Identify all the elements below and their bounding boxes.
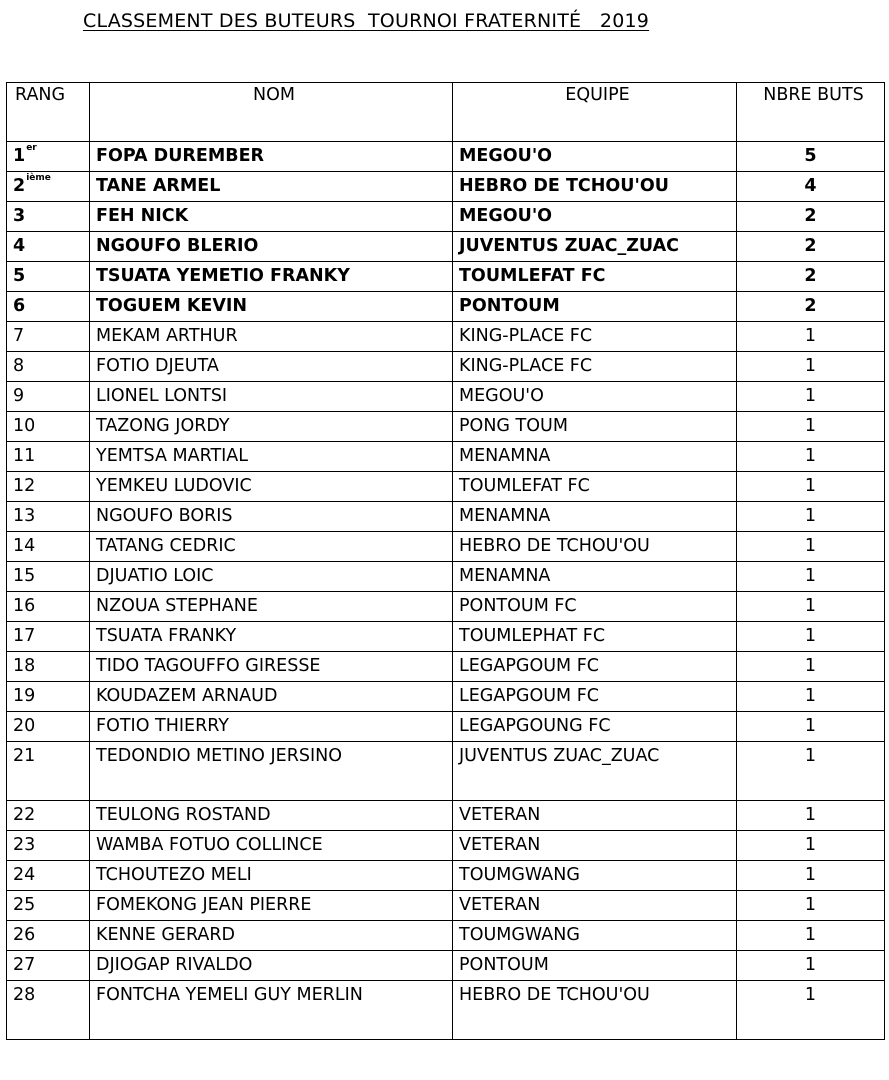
- table-row: [7, 142, 885, 172]
- cell-rank: [7, 352, 90, 382]
- cell-goals: [737, 382, 885, 412]
- cell-rank-text: 19: [13, 686, 36, 706]
- cell-name: [90, 622, 453, 652]
- cell-name-text: DJUATIO LOIC: [96, 566, 214, 586]
- cell-rank: [7, 202, 90, 232]
- cell-goals-text: 4: [804, 176, 817, 196]
- cell-rank-text: 28: [13, 985, 36, 1005]
- cell-goals-text: 1: [804, 446, 817, 466]
- cell-team-text: HEBRO DE TCHOU'OU: [459, 536, 650, 556]
- cell-team: [453, 652, 737, 682]
- cell-team: [453, 622, 737, 652]
- cell-team-text: MEGOU'O: [459, 206, 553, 226]
- cell-name-text: NZOUA STEPHANE: [96, 596, 258, 616]
- table-row: [7, 831, 885, 861]
- cell-goals: [737, 951, 885, 981]
- cell-goals-text: 2: [804, 266, 817, 286]
- cell-team-text: KING-PLACE FC: [459, 356, 593, 376]
- cell-name-text: MEKAM ARTHUR: [96, 326, 238, 346]
- cell-team: [453, 382, 737, 412]
- cell-goals: [737, 532, 885, 562]
- cell-team: [453, 292, 737, 322]
- cell-rank: [7, 442, 90, 472]
- cell-goals-text: 1: [804, 656, 817, 676]
- cell-team: [453, 562, 737, 592]
- cell-team-text: PONTOUM FC: [459, 596, 577, 616]
- cell-team: [453, 891, 737, 921]
- cell-rank-text: 20: [13, 716, 36, 736]
- cell-name: [90, 202, 453, 232]
- table-row: [7, 232, 885, 262]
- cell-rank-text: 17: [13, 626, 36, 646]
- cell-name: [90, 652, 453, 682]
- table-row: [7, 502, 885, 532]
- table-row: [7, 532, 885, 562]
- cell-team-text: VETERAN: [459, 805, 541, 825]
- cell-team: [453, 502, 737, 532]
- rank-suffix: ième: [26, 173, 51, 183]
- cell-name-text: YEMKEU LUDOVIC: [96, 476, 252, 496]
- cell-goals-text: 1: [804, 865, 817, 885]
- cell-rank-text: 8: [13, 356, 25, 376]
- cell-goals-text: 1: [804, 476, 817, 496]
- cell-goals: [737, 562, 885, 592]
- cell-rank-text: 7: [13, 326, 25, 346]
- cell-rank-text: 9: [13, 386, 25, 406]
- cell-goals: [737, 292, 885, 322]
- cell-goals: [737, 712, 885, 742]
- cell-team-text: LEGAPGOUNG FC: [459, 716, 611, 736]
- cell-team: [453, 712, 737, 742]
- cell-rank: [7, 951, 90, 981]
- cell-team-text: MENAMNA: [459, 446, 551, 466]
- cell-rank: [7, 861, 90, 891]
- table-row: [7, 562, 885, 592]
- cell-team: [453, 682, 737, 712]
- cell-rank: [7, 232, 90, 262]
- cell-name-text: LIONEL LONTSI: [96, 386, 228, 406]
- cell-team-text: MENAMNA: [459, 506, 551, 526]
- cell-team-text: MEGOU'O: [459, 146, 553, 166]
- cell-goals: [737, 442, 885, 472]
- cell-team-text: TOUMLEFAT FC: [459, 266, 606, 286]
- cell-name: [90, 352, 453, 382]
- table-row: [7, 592, 885, 622]
- cell-rank-text: 15: [13, 566, 36, 586]
- cell-rank-text: 1: [13, 146, 26, 166]
- cell-team: [453, 592, 737, 622]
- cell-rank-text: 11: [13, 446, 36, 466]
- cell-name-text: TSUATA FRANKY: [96, 626, 237, 646]
- cell-rank: [7, 742, 90, 801]
- cell-rank: [7, 502, 90, 532]
- cell-team: [453, 412, 737, 442]
- cell-rank-text: 12: [13, 476, 36, 496]
- cell-name: [90, 891, 453, 921]
- cell-team: [453, 801, 737, 831]
- cell-goals: [737, 652, 885, 682]
- cell-rank: [7, 652, 90, 682]
- cell-name-text: TATANG CEDRIC: [96, 536, 236, 556]
- cell-goals: [737, 322, 885, 352]
- cell-team-text: TOUMLEFAT FC: [459, 476, 590, 496]
- cell-team: [453, 442, 737, 472]
- cell-name-text: WAMBA FOTUO COLLINCE: [96, 835, 323, 855]
- cell-rank-text: 3: [13, 206, 26, 226]
- cell-goals: [737, 682, 885, 712]
- cell-team: [453, 262, 737, 292]
- cell-goals-text: 1: [804, 506, 817, 526]
- cell-goals-text: 1: [804, 416, 817, 436]
- cell-name-text: KENNE GERARD: [96, 925, 236, 945]
- cell-goals: [737, 891, 885, 921]
- cell-rank: [7, 412, 90, 442]
- cell-team-text: PONTOUM: [459, 296, 560, 316]
- table-row: [7, 202, 885, 232]
- cell-name: [90, 861, 453, 891]
- cell-name: [90, 831, 453, 861]
- cell-name: [90, 682, 453, 712]
- cell-goals: [737, 502, 885, 532]
- cell-name-text: TIDO TAGOUFFO GIRESSE: [96, 656, 321, 676]
- cell-name-text: FOTIO DJEUTA: [96, 356, 219, 376]
- cell-name: [90, 562, 453, 592]
- cell-team: [453, 472, 737, 502]
- cell-goals: [737, 262, 885, 292]
- cell-team-text: TOUMGWANG: [459, 865, 580, 885]
- cell-rank-text: 27: [13, 955, 36, 975]
- cell-rank-text: 24: [13, 865, 36, 885]
- cell-name: [90, 412, 453, 442]
- cell-name-text: TCHOUTEZO MELI: [96, 865, 252, 885]
- cell-goals: [737, 742, 885, 801]
- cell-name-text: NGOUFO BORIS: [96, 506, 233, 526]
- cell-name: [90, 532, 453, 562]
- cell-name: [90, 322, 453, 352]
- cell-team-text: PONG TOUM: [459, 416, 568, 436]
- cell-rank-text: 13: [13, 506, 36, 526]
- cell-name: [90, 172, 453, 202]
- cell-name: [90, 232, 453, 262]
- cell-rank: [7, 921, 90, 951]
- table-row: [7, 861, 885, 891]
- cell-goals-text: 1: [804, 326, 817, 346]
- cell-goals: [737, 472, 885, 502]
- table-row: [7, 981, 885, 1040]
- cell-team: [453, 831, 737, 861]
- cell-rank: [7, 712, 90, 742]
- table-row: [7, 442, 885, 472]
- cell-name: [90, 382, 453, 412]
- cell-team: [453, 322, 737, 352]
- cell-rank: [7, 891, 90, 921]
- cell-goals-text: 2: [804, 296, 817, 316]
- cell-goals: [737, 921, 885, 951]
- cell-goals-text: 2: [804, 206, 817, 226]
- cell-team-text: HEBRO DE TCHOU'OU: [459, 176, 669, 196]
- cell-name: [90, 502, 453, 532]
- cell-team-text: KING-PLACE FC: [459, 326, 593, 346]
- cell-name: [90, 951, 453, 981]
- cell-rank: [7, 562, 90, 592]
- cell-rank: [7, 831, 90, 861]
- cell-goals: [737, 861, 885, 891]
- header-rank: RANG: [7, 83, 90, 142]
- cell-team-text: VETERAN: [459, 835, 541, 855]
- cell-team-text: TOUMGWANG: [459, 925, 580, 945]
- cell-team: [453, 352, 737, 382]
- cell-goals: [737, 981, 885, 1040]
- cell-goals: [737, 142, 885, 172]
- cell-name-text: FONTCHA YEMELI GUY MERLIN: [96, 985, 363, 1005]
- cell-name-text: TEDONDIO METINO JERSINO: [96, 746, 343, 766]
- cell-rank-text: 18: [13, 656, 36, 676]
- cell-team: [453, 921, 737, 951]
- cell-rank-text: 21: [13, 746, 36, 766]
- cell-name: [90, 442, 453, 472]
- cell-goals-text: 1: [804, 386, 817, 406]
- cell-goals: [737, 831, 885, 861]
- cell-team: [453, 172, 737, 202]
- cell-goals: [737, 622, 885, 652]
- cell-team-text: JUVENTUS ZUAC_ZUAC: [459, 236, 679, 256]
- cell-rank: [7, 382, 90, 412]
- cell-team-text: PONTOUM: [459, 955, 549, 975]
- cell-goals: [737, 412, 885, 442]
- table-row: [7, 712, 885, 742]
- page-title: CLASSEMENT DES BUTEURS TOURNOI FRATERNITÉ 2019: [83, 10, 650, 32]
- cell-rank: [7, 172, 90, 202]
- cell-name-text: TOGUEM KEVIN: [96, 296, 248, 316]
- cell-goals-text: 1: [804, 686, 817, 706]
- cell-team: [453, 202, 737, 232]
- cell-name-text: TAZONG JORDY: [96, 416, 230, 436]
- cell-team: [453, 981, 737, 1040]
- cell-name-text: FOTIO THIERRY: [96, 716, 229, 736]
- cell-team: [453, 951, 737, 981]
- table-row: [7, 472, 885, 502]
- cell-name-text: NGOUFO BLERIO: [96, 236, 259, 256]
- cell-goals-text: 1: [804, 746, 817, 766]
- cell-goals-text: 1: [804, 626, 817, 646]
- cell-rank-text: 10: [13, 416, 36, 436]
- cell-goals: [737, 232, 885, 262]
- cell-team-text: HEBRO DE TCHOU'OU: [459, 985, 650, 1005]
- cell-goals-text: 5: [804, 146, 817, 166]
- cell-name-text: TANE ARMEL: [96, 176, 221, 196]
- cell-name-text: YEMTSA MARTIAL: [96, 446, 249, 466]
- cell-rank: [7, 682, 90, 712]
- cell-goals-text: 1: [804, 356, 817, 376]
- table-body: [7, 142, 885, 1040]
- table-row: [7, 921, 885, 951]
- cell-name-text: FOMEKONG JEAN PIERRE: [96, 895, 312, 915]
- cell-goals-text: 1: [804, 835, 817, 855]
- cell-name-text: FOPA DUREMBER: [96, 146, 265, 166]
- cell-rank: [7, 292, 90, 322]
- cell-goals-text: 1: [804, 955, 817, 975]
- cell-team-text: MEGOU'O: [459, 386, 544, 406]
- cell-goals-text: 1: [804, 596, 817, 616]
- cell-goals-text: 1: [804, 566, 817, 586]
- cell-goals: [737, 172, 885, 202]
- cell-rank: [7, 322, 90, 352]
- cell-name-text: FEH NICK: [96, 206, 189, 226]
- cell-name: [90, 292, 453, 322]
- scorers-table: [6, 82, 885, 1040]
- cell-team-text: JUVENTUS ZUAC_ZUAC: [459, 746, 660, 766]
- cell-goals-text: 1: [804, 985, 817, 1005]
- table-row: [7, 382, 885, 412]
- cell-rank-text: 14: [13, 536, 36, 556]
- cell-name-text: TSUATA YEMETIO FRANKY: [96, 266, 350, 286]
- cell-name: [90, 921, 453, 951]
- cell-name: [90, 592, 453, 622]
- cell-rank: [7, 532, 90, 562]
- table-row: [7, 951, 885, 981]
- cell-rank-text: 23: [13, 835, 36, 855]
- cell-team-text: MENAMNA: [459, 566, 551, 586]
- table-row: [7, 412, 885, 442]
- cell-team-text: TOUMLEPHAT FC: [459, 626, 606, 646]
- table-row: [7, 652, 885, 682]
- cell-team: [453, 742, 737, 801]
- cell-rank: [7, 472, 90, 502]
- cell-team: [453, 532, 737, 562]
- cell-rank-text: 4: [13, 236, 26, 256]
- cell-rank: [7, 262, 90, 292]
- cell-rank-text: 5: [13, 266, 26, 286]
- table-row: [7, 322, 885, 352]
- cell-team: [453, 861, 737, 891]
- cell-goals: [737, 202, 885, 232]
- cell-goals-text: 1: [804, 716, 817, 736]
- cell-goals-text: 1: [804, 536, 817, 556]
- cell-name-text: TEULONG ROSTAND: [96, 805, 271, 825]
- cell-rank-text: 22: [13, 805, 36, 825]
- header-team: EQUIPE: [453, 83, 737, 142]
- cell-name: [90, 801, 453, 831]
- cell-name: [90, 742, 453, 801]
- cell-team: [453, 232, 737, 262]
- rank-suffix: er: [26, 143, 37, 153]
- cell-rank-text: 2: [13, 176, 26, 196]
- table-row: [7, 172, 885, 202]
- cell-rank: [7, 142, 90, 172]
- cell-name: [90, 142, 453, 172]
- table-row: [7, 622, 885, 652]
- table-row: [7, 682, 885, 712]
- cell-rank-text: 6: [13, 296, 26, 316]
- cell-rank: [7, 801, 90, 831]
- cell-rank: [7, 622, 90, 652]
- table-row: [7, 742, 885, 801]
- cell-name-text: DJIOGAP RIVALDO: [96, 955, 253, 975]
- table-row: [7, 801, 885, 831]
- cell-name: [90, 472, 453, 502]
- cell-team: [453, 142, 737, 172]
- table-row: [7, 352, 885, 382]
- cell-rank: [7, 981, 90, 1040]
- cell-goals-text: 1: [804, 925, 817, 945]
- cell-name: [90, 712, 453, 742]
- table-header-row: [7, 83, 885, 142]
- cell-rank: [7, 592, 90, 622]
- cell-team-text: LEGAPGOUM FC: [459, 656, 599, 676]
- cell-goals: [737, 801, 885, 831]
- table-row: [7, 891, 885, 921]
- cell-team-text: VETERAN: [459, 895, 541, 915]
- cell-goals-text: 1: [804, 805, 817, 825]
- cell-team-text: LEGAPGOUM FC: [459, 686, 599, 706]
- cell-goals: [737, 352, 885, 382]
- cell-name-text: KOUDAZEM ARNAUD: [96, 686, 278, 706]
- table-row: [7, 292, 885, 322]
- table-row: [7, 262, 885, 292]
- cell-name: [90, 981, 453, 1040]
- header-name: NOM: [90, 83, 453, 142]
- cell-rank-text: 25: [13, 895, 36, 915]
- header-goals: NBRE BUTS: [737, 83, 885, 142]
- cell-goals-text: 1: [804, 895, 817, 915]
- cell-goals-text: 2: [804, 236, 817, 256]
- cell-rank-text: 26: [13, 925, 36, 945]
- cell-goals: [737, 592, 885, 622]
- cell-name: [90, 262, 453, 292]
- cell-rank-text: 16: [13, 596, 36, 616]
